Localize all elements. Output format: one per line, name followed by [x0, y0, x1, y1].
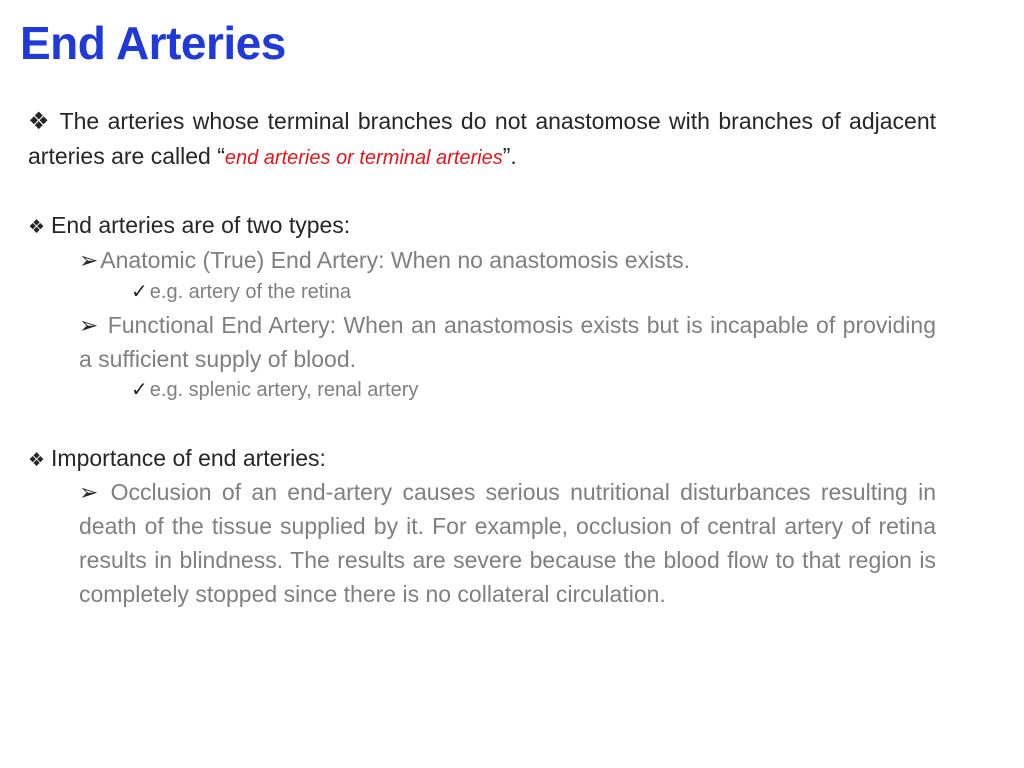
definition-paragraph — [28, 104, 936, 175]
definition-end: ”. — [502, 143, 517, 169]
importance-heading — [28, 441, 936, 478]
check-bullet-icon: ✓ — [131, 379, 148, 401]
diamond-bullet-icon: ❖ — [28, 450, 46, 471]
definition-highlight: end arteries or terminal arteries — [224, 147, 503, 169]
anatomic-example-text: e.g. artery of the retina — [149, 281, 351, 303]
diamond-bullet-icon: ❖ — [28, 108, 52, 135]
importance-paragraph — [79, 475, 936, 611]
definition-text: The arteries whose terminal branches do not anastomose with branches of adjacent arteries are called “ — [28, 108, 936, 169]
types-heading — [28, 208, 936, 245]
arrow-bullet-icon: ➢ — [79, 247, 99, 273]
anatomic-end-artery-item — [79, 243, 936, 277]
diamond-bullet-icon: ❖ — [28, 217, 46, 238]
anatomic-text: Anatomic (True) End Artery: When no anastomosis exists. — [100, 247, 690, 273]
anatomic-example — [131, 278, 936, 306]
check-bullet-icon: ✓ — [131, 281, 148, 303]
types-heading-text: End arteries are of two types: — [51, 212, 351, 238]
importance-text: Occlusion of an end-artery causes serious nutritional disturbances resulting in death of the tissue supplied by it. For example, occlusion of central artery of retina results in blindness. The results are severe because the blood flow to that region is completely stopped since there is no collateral circulation. — [79, 479, 937, 607]
slide-title: End Arteries — [20, 17, 286, 69]
arrow-bullet-icon: ➢ — [79, 479, 99, 505]
arrow-bullet-icon: ➢ — [79, 312, 99, 338]
functional-example — [131, 376, 936, 404]
importance-heading-text: Importance of end arteries: — [51, 445, 326, 471]
functional-end-artery-item — [79, 308, 936, 376]
functional-example-text: e.g. splenic artery, renal artery — [149, 379, 419, 401]
functional-text: Functional End Artery: When an anastomosis exists but is incapable of providing a sufficient supply of blood. — [79, 312, 936, 372]
